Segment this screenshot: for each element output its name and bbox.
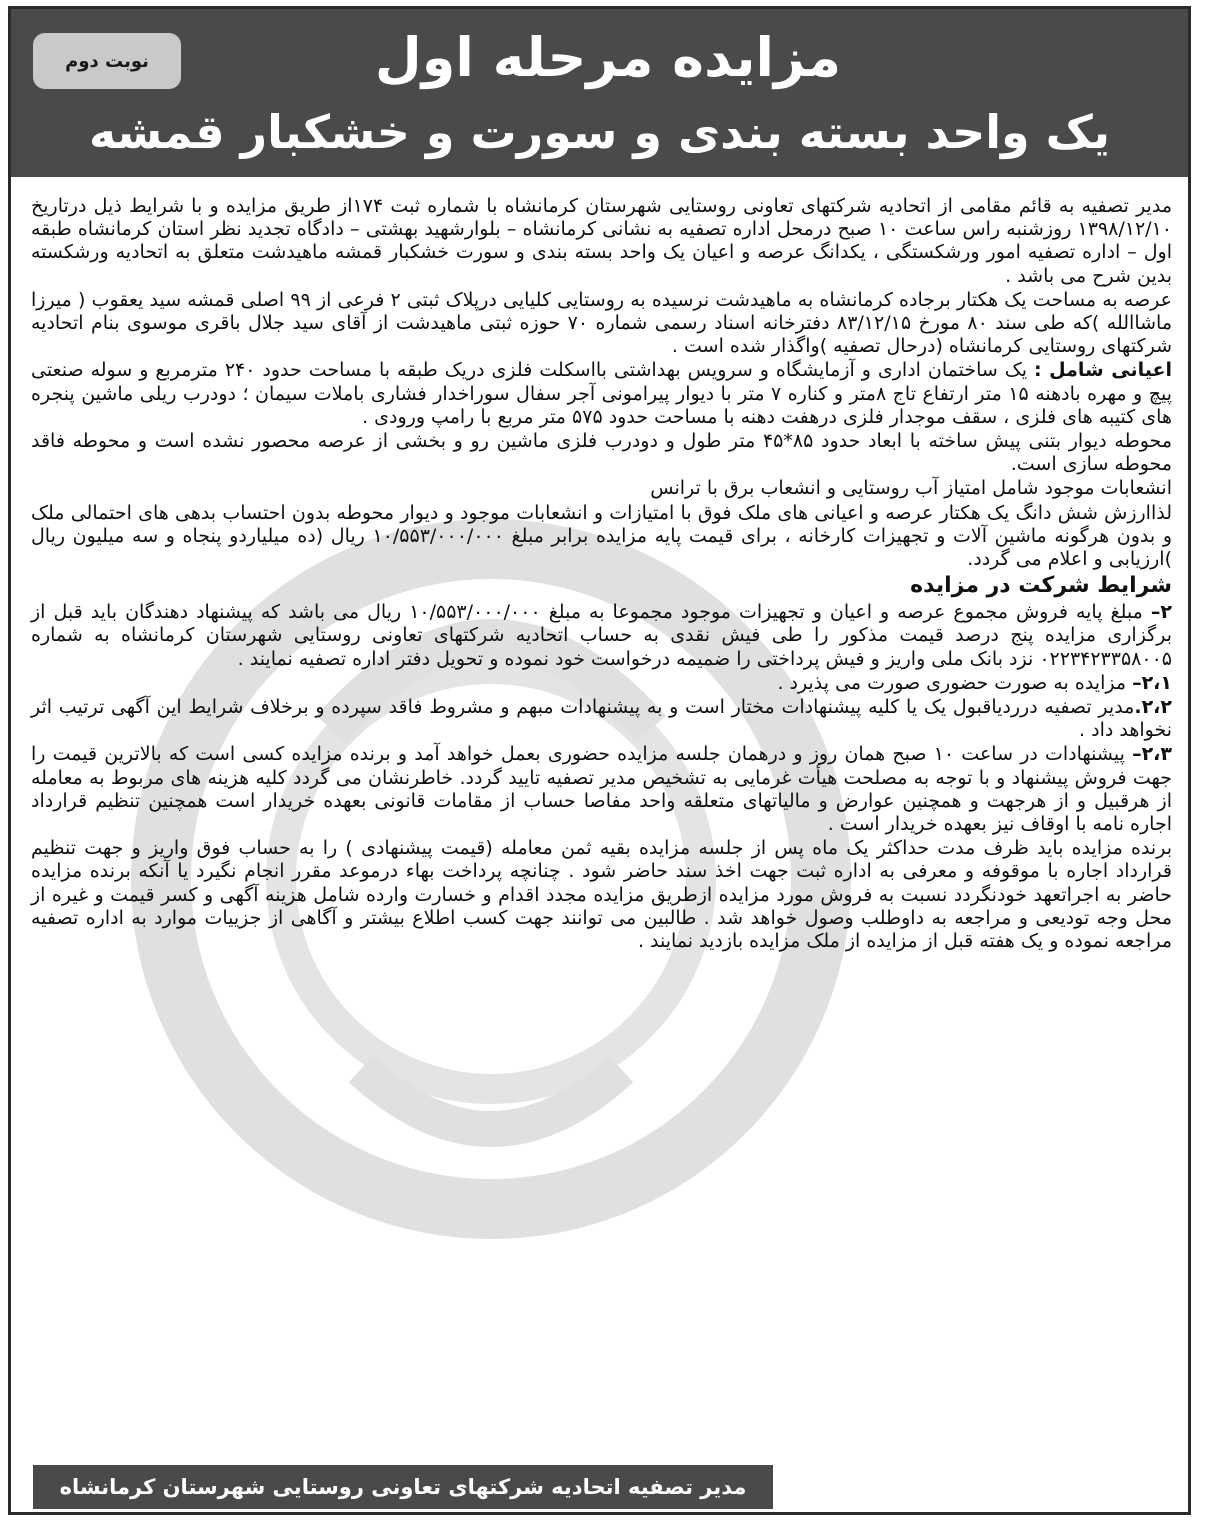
condition-2: [31, 601, 1172, 671]
condition-2-3-number: ۲،۳–: [1132, 743, 1172, 766]
intro-paragraph: مدیر تصفیه به قائم مقامی از اتحادیه شرکتهای تعاونی روستایی شهرستان کرمانشاه با شماره ثبت ۱۷۴از طریق مزایده و با شرایط ذیل درتاریخ ۱۳۹۸/۱۲/۱۰ روزشنبه راس ساعت ۱۰ صبح درمحل اداره تصفیه به نشانی کرمانشاه – بلوارشهید بهشتی – دادگاه تجدید نظر استان کرمانشاه طبقه اول – اداره تصفیه امور ورشکستگی ، یکدانگ عرصه و اعیان یک واحد بسته بندی و سورت خشکبار قمشه ماهیدشت متعلق به اتحادیه ورشکسته بدین شرح می باشد .: [31, 195, 1172, 287]
notice-body: [31, 195, 1172, 954]
valuation-paragraph: لذاارزش شش دانگ یک هکتار عرصه و اعیانی های ملک فوق با امتیازات و انشعابات موجود و دیوار محوطه بدون احتساب بدهی های احتمالی ملک و بدون هرگونه ماشین آلات و تجهیزات کارخانه ، برای قیمت پایه مزایده برابر مبلغ ۱۰/۵۵۳/۰۰۰/۰۰۰ ریال (ده میلیاردو پنجاه و سه میلیون ریال )ارزیابی و اعلام می گردد.: [31, 501, 1172, 571]
condition-2-2: [31, 696, 1172, 742]
condition-2-number: ۲–: [1150, 601, 1172, 624]
condition-2-1-text: مزایده به صورت حضوری صورت می پذیرد .: [777, 671, 1133, 694]
publication-badge: نوبت دوم: [33, 33, 181, 89]
condition-2-1: [31, 672, 1172, 695]
condition-2-1-number: ۲،۱–: [1132, 671, 1172, 694]
header-banner: [11, 9, 1188, 177]
condition-2-3: [31, 743, 1172, 836]
condition-2-text: مبلغ پایه فروش مجموع عرصه و اعیان و تجهیزات موجود مجموعا به مبلغ ۱۰/۵۵۳/۰۰۰/۰۰۰ ریال می باشد که پیشنهاد دهندگان باید قبل از برگزاری مزایده پنج درصد قیمت مذکور را طی فیش نقدی به حساب اتحادیه شرکتهای تعاونی روستایی شهرستان کرمانشاه به شماره ۰۲۲۳۴۲۳۳۵۸۰۰۵ نزد بانک ملی واریز و فیش پرداختی را ضمیمه درخواست خود نموده و تحویل دفتر اداره تصفیه نمایند .: [31, 601, 1172, 670]
utilities-paragraph: انشعابات موجود شامل امتیاز آب روستایی و انشعاب برق با ترانس: [650, 477, 1172, 500]
buildings-label: اعیانی شامل :: [1034, 359, 1173, 382]
page-title: مزایده مرحله اول: [374, 26, 842, 89]
land-paragraph: عرصه به مساحت یک هکتار برجاده کرمانشاه به ماهیدشت نرسیده به روستایی کلیایی درپلاک ثبتی ۲ فرعی از ۹۹ اصلی قمشه سید یعقوب ( میرزا ماشاالله )که طی سند ۸۰ مورخ ۸۳/۱۲/۱۵ دفترخانه اسناد رسمی شماره ۷۰ حوزه ثبتی ماهیدشت از آقای سید جلال باقری موسوی بنام اتحادیه شرکتهای روستایی کرمانشاه (درحال تصفیه )واگذار شده است .: [31, 288, 1173, 358]
auction-notice: [8, 6, 1191, 1515]
winner-obligations-paragraph: برنده مزایده باید ظرف مدت حداکثر یک ماه پس از جلسه مزایده بقیه ثمن معامله (قیمت پیشنهادی ) را به حساب فوق واریز و جهت تنظیم قرارداد اجاره با موقوفه و معرفی به اداره ثبت جهت اخذ سند حاضر شود . چنانچه پرداخت بهاء درموعد مقرر انجام نگیرد یا آنکه برنده مزایده حاضر به اجراتعهد خودنگردد نسبت به فروش مورد مزایده ازطریق مزایده مجدد اقدام و خسارت وارده شامل هزینه آگهی و کسر قیمت و غیره از محل وجه تودیعی و مراجعه به داوطلب وصول خواهد شد . طالبین می توانند جهت کسب اطلاع بیشتر و آگاهی از جزییات موارد به اداره تصفیه مراجعه نموده و یک هفته قبل از مزایده از ملک مزایده بازدید نمایند .: [31, 837, 1172, 953]
signature-bar: مدیر تصفیه اتحادیه شرکتهای تعاونی روستایی شهرستان کرمانشاه: [33, 1465, 773, 1509]
condition-2-2-text: مدیر تصفیه درردیاقبول یک یا کلیه پیشنهادات مختار است و به پیشنهادات مبهم و مشروط فاقد سپرده و برخلاف شرایط این آگهی ترتیب اثر نخواهد داد .: [31, 696, 1172, 742]
enclosure-paragraph: محوطه دیوار بتنی پیش ساخته با ابعاد حدود ۸۵*۴۵ متر طول و دودرب فلزی ماشین رو و بخشی از عرصه محصور نشده است و محوطه فاقد محوطه سازی است.: [31, 430, 1172, 476]
buildings-paragraph: [31, 359, 1172, 429]
condition-2-2-number: ۲،۲.: [1134, 696, 1172, 719]
condition-2-3-text: پیشنهادات در ساعت ۱۰ صبح همان روز و درهمان جلسه مزایده حضوری بعمل خواهد آمد و برنده مزایده کسی است که بالاترین قیمت را جهت فروش پیشنهاد و با توجه به مصلحت هیأت غرمایی به تشخیص مدیر تصفیه تایید گردد. خاطرنشان می گردد کلیه هزینه های مربوط به معامله از هرقبیل و از هرجهت و همچنین عوارض و مالیاتهای متعلقه واحد مفاصا حساب از مقامات قانونی بعهده خریدار است همچنین تنظیم قرارداد اجاره نامه با اوقاف نیز بعهده خریدار است .: [31, 743, 1172, 836]
buildings-text: یک ساختمان اداری و آزمایشگاه و سرویس بهداشتی بااسکلت فلزی دریک طبقه با مساحت حدود ۲۴۰ مترمربع و سوله صنعتی پیچ و مهره بادهنه ۱۵ متر ارتفاع تاج ۸متر و کناره ۷ متر با دیوار پیرامونی آجر سفال سوراخدار فشاری باملات سیمان ؛ دودرب ریلی ماشین پنجره های کتیبه های فلزی ، سقف موجدار فلزی درهفت دهنه با مساحت حدود ۵۷۵ متر مربع با رامپ ورودی .: [31, 359, 1172, 428]
page-subtitle: یک واحد بسته بندی و سورت و خشکبار قمشه: [89, 105, 1110, 159]
conditions-heading: شرایط شرکت در مزایده: [910, 573, 1172, 599]
